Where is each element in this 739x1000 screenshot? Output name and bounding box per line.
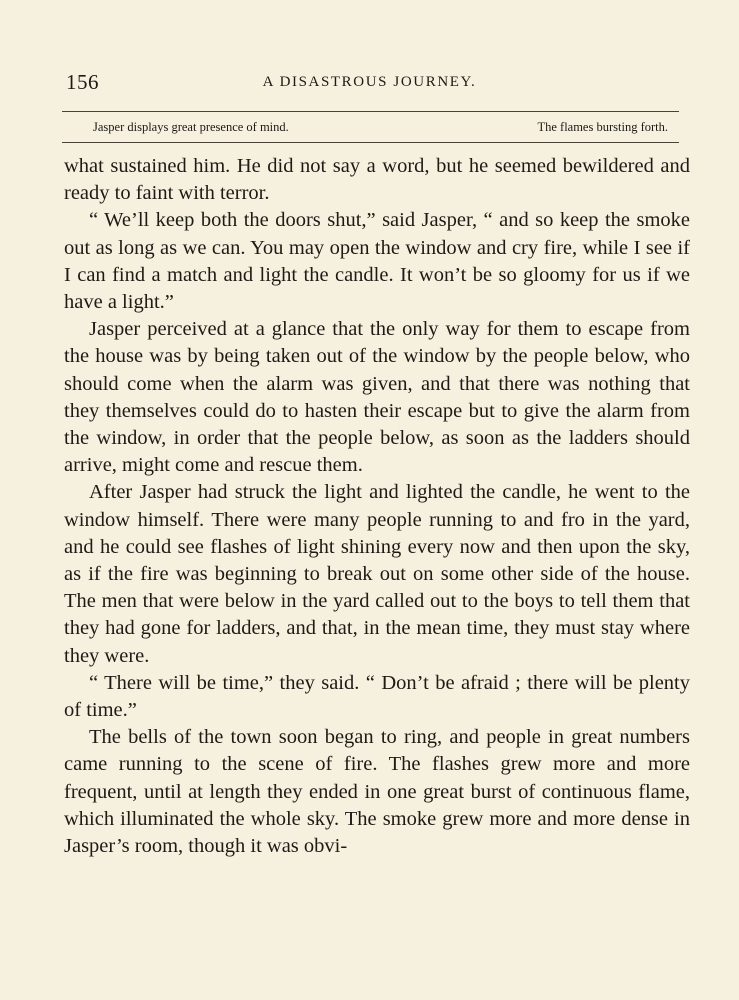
- paragraph: “ We’ll keep both the doors shut,” said Jasper, “ and so keep the smoke out as long as we can. You may open the window and cry fire, while I see if I can find a match and light the candle. It won’t be so gloomy for us if we have a light.”: [64, 209, 690, 314]
- paragraph: “ There will be time,” they said. “ Don’t be afraid ; there will be plenty of time.”: [64, 671, 690, 722]
- running-title: A DISASTROUS JOURNEY.: [262, 74, 477, 90]
- paragraph: what sustained him. He did not say a word, but he seemed bewildered and ready to faint with terror.: [64, 155, 690, 205]
- paragraph: After Jasper had struck the light and lighted the candle, he went to the window himself. There were many people running to and fro in the yard, and he could see flashes of light shining every now and then upon the sky, as if the fire was beginning to break out on some other side of the house. The men that were below in the yard called out to the boys to tell them that they had gone for ladders, and that, in the mean time, they must stay where they were.: [64, 481, 690, 667]
- body-text: [64, 153, 690, 860]
- header-rule-bottom: [62, 142, 679, 143]
- paragraph: Jasper perceived at a glance that the only way for them to escape from the house was by being taken out of the window by the people below, who should come when the alarm was given, and that there was nothing that they themselves could do to hasten their escape but to give the alarm from the window, in order that the people below, as soon as the ladders should arrive, might come and rescue them.: [64, 318, 690, 477]
- page-number: 156: [66, 70, 99, 94]
- header-rule-top: [62, 111, 679, 112]
- side-note-right: The flames bursting forth.: [537, 120, 668, 134]
- side-note-left: Jasper displays great presence of mind.: [93, 120, 289, 134]
- paragraph: The bells of the town soon began to ring, and people in great numbers came running to the scene of fire. The flashes grew more and more frequent, until at length they ended in one great burst of continuous flame, which illuminated the whole sky. The smoke grew more and more dense in Jasper’s room, though it was obvi-: [64, 726, 690, 858]
